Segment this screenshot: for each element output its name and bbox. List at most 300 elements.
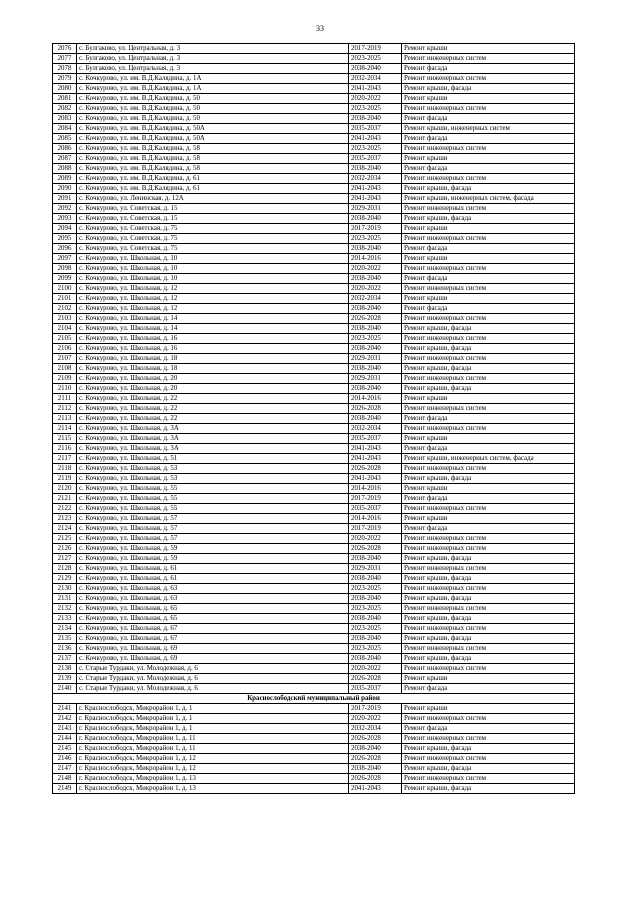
period-cell: 2023-2025 bbox=[349, 584, 402, 594]
row-number: 2144 bbox=[53, 734, 77, 744]
row-number: 2148 bbox=[53, 774, 77, 784]
period-cell: 2023-2025 bbox=[349, 644, 402, 654]
table-row bbox=[53, 114, 575, 124]
period-cell: 2035-2037 bbox=[349, 684, 402, 694]
address-cell: с. Кочкурово, ул. им. В.Д.Калядина, д. 1А bbox=[77, 74, 349, 84]
row-number: 2137 bbox=[53, 654, 77, 664]
address-cell: г. Краснослободск, Микрорайон 1, д. 12 bbox=[77, 764, 349, 774]
table-row bbox=[53, 254, 575, 264]
work-type-cell: Ремонт инженерных систем bbox=[402, 644, 575, 654]
address-cell: с. Кочкурово, ул. Школьная, д. 63 bbox=[77, 594, 349, 604]
work-type-cell: Ремонт крыши bbox=[402, 294, 575, 304]
work-type-cell: Ремонт инженерных систем bbox=[402, 734, 575, 744]
row-number: 2138 bbox=[53, 664, 77, 674]
period-cell: 2041-2043 bbox=[349, 784, 402, 794]
address-cell: с. Кочкурово, ул. Школьная, д. 65 bbox=[77, 614, 349, 624]
period-cell: 2041-2043 bbox=[349, 194, 402, 204]
address-cell: с. Кочкурово, ул. Школьная, д. 59 bbox=[77, 544, 349, 554]
address-cell: с. Кочкурово, ул. Школьная, д. 10 bbox=[77, 264, 349, 274]
address-cell: с. Кочкурово, ул. им. В.Д.Калядина, д. 61 bbox=[77, 184, 349, 194]
table-row bbox=[53, 544, 575, 554]
table-row bbox=[53, 414, 575, 424]
period-cell: 2038-2040 bbox=[349, 574, 402, 584]
row-number: 2097 bbox=[53, 254, 77, 264]
work-type-cell: Ремонт инженерных систем bbox=[402, 714, 575, 724]
row-number: 2142 bbox=[53, 714, 77, 724]
table-row bbox=[53, 44, 575, 54]
period-cell: 2038-2040 bbox=[349, 744, 402, 754]
work-type-cell: Ремонт крыши, фасада bbox=[402, 574, 575, 584]
table-row bbox=[53, 364, 575, 374]
work-type-cell: Ремонт крыши bbox=[402, 484, 575, 494]
work-type-cell: Ремонт фасада bbox=[402, 244, 575, 254]
work-type-cell: Ремонт инженерных систем bbox=[402, 404, 575, 414]
work-type-cell: Ремонт инженерных систем bbox=[402, 584, 575, 594]
period-cell: 2038-2040 bbox=[349, 304, 402, 314]
period-cell: 2038-2040 bbox=[349, 654, 402, 664]
row-number: 2123 bbox=[53, 514, 77, 524]
table-row bbox=[53, 564, 575, 574]
row-number: 2087 bbox=[53, 154, 77, 164]
period-cell: 2038-2040 bbox=[349, 594, 402, 604]
address-cell: с. Кочкурово, ул. Школьная, д. 10 bbox=[77, 274, 349, 284]
table-row bbox=[53, 454, 575, 464]
table-row bbox=[53, 474, 575, 484]
address-cell: с. Кочкурово, ул. Школьная, д. 55 bbox=[77, 504, 349, 514]
address-cell: с. Кочкурово, ул. Школьная, д. 55 bbox=[77, 494, 349, 504]
table-row bbox=[53, 324, 575, 334]
row-number: 2103 bbox=[53, 314, 77, 324]
address-cell: с. Булгаково, ул. Центральная, д. 3 bbox=[77, 44, 349, 54]
work-type-cell: Ремонт инженерных систем bbox=[402, 464, 575, 474]
period-cell: 2029-2031 bbox=[349, 204, 402, 214]
table-row bbox=[53, 144, 575, 154]
address-cell: с. Кочкурово, ул. им. В.Д.Калядина, д. 58 bbox=[77, 144, 349, 154]
table-row bbox=[53, 174, 575, 184]
address-cell: г. Краснослободск, Микрорайон 1, д. 1 bbox=[77, 714, 349, 724]
work-type-cell: Ремонт инженерных систем bbox=[402, 664, 575, 674]
period-cell: 2038-2040 bbox=[349, 614, 402, 624]
period-cell: 2038-2040 bbox=[349, 554, 402, 564]
period-cell: 2032-2034 bbox=[349, 294, 402, 304]
period-cell: 2017-2019 bbox=[349, 44, 402, 54]
period-cell: 2026-2028 bbox=[349, 314, 402, 324]
table-row bbox=[53, 734, 575, 744]
work-type-cell: Ремонт фасада bbox=[402, 114, 575, 124]
period-cell: 2041-2043 bbox=[349, 474, 402, 484]
period-cell: 2038-2040 bbox=[349, 384, 402, 394]
period-cell: 2041-2043 bbox=[349, 444, 402, 454]
table-row bbox=[53, 684, 575, 694]
work-type-cell: Ремонт крыши, фасада bbox=[402, 364, 575, 374]
table-row bbox=[53, 674, 575, 684]
address-cell: с. Кочкурово, ул. им. В.Д.Калядина, д. 1А bbox=[77, 84, 349, 94]
page-number: 33 bbox=[316, 24, 324, 33]
address-cell: с. Кочкурово, ул. им. В.Д.Калядина, д. 58 bbox=[77, 154, 349, 164]
row-number: 2093 bbox=[53, 214, 77, 224]
address-cell: с. Кочкурово, ул. Школьная, д. 61 bbox=[77, 574, 349, 584]
period-cell: 2038-2040 bbox=[349, 414, 402, 424]
period-cell: 2026-2028 bbox=[349, 754, 402, 764]
period-cell: 2038-2040 bbox=[349, 64, 402, 74]
period-cell: 2020-2022 bbox=[349, 264, 402, 274]
address-cell: с. Кочкурово, ул. Школьная, д. 67 bbox=[77, 634, 349, 644]
work-type-cell: Ремонт крыши, фасада bbox=[402, 654, 575, 664]
work-type-cell: Ремонт инженерных систем bbox=[402, 564, 575, 574]
period-cell: 2026-2028 bbox=[349, 674, 402, 684]
table-row bbox=[53, 574, 575, 584]
table-row bbox=[53, 334, 575, 344]
row-number: 2102 bbox=[53, 304, 77, 314]
work-type-cell: Ремонт фасада bbox=[402, 64, 575, 74]
row-number: 2147 bbox=[53, 764, 77, 774]
table-row bbox=[53, 214, 575, 224]
row-number: 2107 bbox=[53, 354, 77, 364]
row-number: 2112 bbox=[53, 404, 77, 414]
period-cell: 2026-2028 bbox=[349, 464, 402, 474]
table-row bbox=[53, 424, 575, 434]
row-number: 2139 bbox=[53, 674, 77, 684]
table-row bbox=[53, 754, 575, 764]
work-type-cell: Ремонт крыши, фасада bbox=[402, 554, 575, 564]
row-number: 2081 bbox=[53, 94, 77, 104]
row-number: 2145 bbox=[53, 744, 77, 754]
address-cell: с. Кочкурово, ул. Школьная, д. 61 bbox=[77, 564, 349, 574]
work-type-cell: Ремонт инженерных систем bbox=[402, 544, 575, 554]
work-type-cell: Ремонт инженерных систем bbox=[402, 374, 575, 384]
period-cell: 2038-2040 bbox=[349, 114, 402, 124]
address-cell: с. Кочкурово, ул. Советская, д. 15 bbox=[77, 204, 349, 214]
address-cell: г. Краснослободск, Микрорайон 1, д. 12 bbox=[77, 754, 349, 764]
work-type-cell: Ремонт инженерных систем bbox=[402, 604, 575, 614]
table-row bbox=[53, 384, 575, 394]
table-row bbox=[53, 374, 575, 384]
address-cell: с. Кочкурово, ул. Школьная, д. 22 bbox=[77, 404, 349, 414]
row-number: 2091 bbox=[53, 194, 77, 204]
table-row bbox=[53, 494, 575, 504]
table-row bbox=[53, 784, 575, 794]
period-cell: 2014-2016 bbox=[349, 484, 402, 494]
row-number: 2126 bbox=[53, 544, 77, 554]
work-type-cell: Ремонт крыши, фасада bbox=[402, 474, 575, 484]
work-type-cell: Ремонт инженерных систем bbox=[402, 204, 575, 214]
work-type-cell: Ремонт фасада bbox=[402, 274, 575, 284]
address-cell: с. Кочкурово, ул. им. В.Д.Калядина, д. 50А bbox=[77, 134, 349, 144]
period-cell: 2023-2025 bbox=[349, 624, 402, 634]
address-cell: с. Кочкурово, ул. Школьная, д. 53 bbox=[77, 464, 349, 474]
address-cell: г. Краснослободск, Микрорайон 1, д. 1 bbox=[77, 704, 349, 714]
period-cell: 2038-2040 bbox=[349, 164, 402, 174]
row-number: 2118 bbox=[53, 464, 77, 474]
period-cell: 2029-2031 bbox=[349, 374, 402, 384]
address-cell: с. Кочкурово, ул. Школьная, д. 63 bbox=[77, 584, 349, 594]
period-cell: 2017-2019 bbox=[349, 704, 402, 714]
period-cell: 2032-2034 bbox=[349, 424, 402, 434]
work-type-cell: Ремонт фасада bbox=[402, 134, 575, 144]
address-cell: с. Кочкурово, ул. Школьная, д. 53 bbox=[77, 474, 349, 484]
period-cell: 2038-2040 bbox=[349, 364, 402, 374]
row-number: 2115 bbox=[53, 434, 77, 444]
table-row bbox=[53, 294, 575, 304]
address-cell: с. Кочкурово, ул. Школьная, д. 67 bbox=[77, 624, 349, 634]
work-type-cell: Ремонт крыши, фасада bbox=[402, 594, 575, 604]
row-number: 2096 bbox=[53, 244, 77, 254]
period-cell: 2014-2016 bbox=[349, 514, 402, 524]
row-number: 2088 bbox=[53, 164, 77, 174]
address-cell: с. Кочкурово, ул. Советская, д. 15 bbox=[77, 214, 349, 224]
work-type-cell: Ремонт инженерных систем bbox=[402, 354, 575, 364]
work-type-cell: Ремонт инженерных систем bbox=[402, 54, 575, 64]
period-cell: 2023-2025 bbox=[349, 604, 402, 614]
address-cell: с. Кочкурово, ул. Школьная, д. 3А bbox=[77, 434, 349, 444]
work-type-cell: Ремонт инженерных систем bbox=[402, 424, 575, 434]
address-cell: с. Кочкурово, ул. Школьная, д. 18 bbox=[77, 354, 349, 364]
work-type-cell: Ремонт фасада bbox=[402, 164, 575, 174]
work-type-cell: Ремонт инженерных систем bbox=[402, 754, 575, 764]
table-row bbox=[53, 104, 575, 114]
period-cell: 2026-2028 bbox=[349, 774, 402, 784]
table-row bbox=[53, 704, 575, 714]
row-number: 2090 bbox=[53, 184, 77, 194]
work-type-cell: Ремонт инженерных систем bbox=[402, 534, 575, 544]
period-cell: 2038-2040 bbox=[349, 244, 402, 254]
period-cell: 2020-2022 bbox=[349, 94, 402, 104]
period-cell: 2038-2040 bbox=[349, 764, 402, 774]
table-row bbox=[53, 554, 575, 564]
period-cell: 2041-2043 bbox=[349, 454, 402, 464]
work-type-cell: Ремонт инженерных систем bbox=[402, 234, 575, 244]
address-cell: с. Кочкурово, ул. Школьная, д. 69 bbox=[77, 644, 349, 654]
row-number: 2130 bbox=[53, 584, 77, 594]
table-row bbox=[53, 614, 575, 624]
address-cell: с. Кочкурово, ул. Школьная, д. 16 bbox=[77, 344, 349, 354]
work-type-cell: Ремонт инженерных систем bbox=[402, 504, 575, 514]
table-row bbox=[53, 484, 575, 494]
row-number: 2122 bbox=[53, 504, 77, 514]
table-row bbox=[53, 624, 575, 634]
period-cell: 2023-2025 bbox=[349, 54, 402, 64]
row-number: 2140 bbox=[53, 684, 77, 694]
table-row bbox=[53, 204, 575, 214]
table-row bbox=[53, 764, 575, 774]
address-cell: с. Старые Турдаки, ул. Молодежная, д. 6 bbox=[77, 674, 349, 684]
work-type-cell: Ремонт крыши, фасада bbox=[402, 614, 575, 624]
table-row bbox=[53, 774, 575, 784]
address-cell: с. Кочкурово, ул. Школьная, д. 51 bbox=[77, 454, 349, 464]
row-number: 2117 bbox=[53, 454, 77, 464]
row-number: 2116 bbox=[53, 444, 77, 454]
row-number: 2086 bbox=[53, 144, 77, 154]
period-cell: 2029-2031 bbox=[349, 354, 402, 364]
work-type-cell: Ремонт крыши bbox=[402, 434, 575, 444]
table-row bbox=[53, 404, 575, 414]
period-cell: 2041-2043 bbox=[349, 84, 402, 94]
work-type-cell: Ремонт инженерных систем bbox=[402, 624, 575, 634]
period-cell: 2038-2040 bbox=[349, 324, 402, 334]
period-cell: 2029-2031 bbox=[349, 564, 402, 574]
address-cell: с. Кочкурово, ул. Школьная, д. 55 bbox=[77, 484, 349, 494]
row-number: 2084 bbox=[53, 124, 77, 134]
work-type-cell: Ремонт крыши, фасада bbox=[402, 634, 575, 644]
work-type-cell: Ремонт инженерных систем bbox=[402, 774, 575, 784]
work-type-cell: Ремонт фасада bbox=[402, 444, 575, 454]
row-number: 2089 bbox=[53, 174, 77, 184]
row-number: 2136 bbox=[53, 644, 77, 654]
work-type-cell: Ремонт крыши, фасада bbox=[402, 214, 575, 224]
row-number: 2125 bbox=[53, 534, 77, 544]
period-cell: 2020-2022 bbox=[349, 714, 402, 724]
table-row bbox=[53, 184, 575, 194]
period-cell: 2020-2022 bbox=[349, 534, 402, 544]
address-cell: с. Кочкурово, ул. Школьная, д. 10 bbox=[77, 254, 349, 264]
address-cell: с. Кочкурово, ул. Школьная, д. 20 bbox=[77, 384, 349, 394]
row-number: 2121 bbox=[53, 494, 77, 504]
table-row bbox=[53, 224, 575, 234]
period-cell: 2023-2025 bbox=[349, 234, 402, 244]
period-cell: 2023-2025 bbox=[349, 334, 402, 344]
table-row bbox=[53, 124, 575, 134]
address-cell: с. Кочкурово, ул. Школьная, д. 16 bbox=[77, 334, 349, 344]
table-row bbox=[53, 724, 575, 734]
work-type-cell: Ремонт фасада bbox=[402, 414, 575, 424]
address-cell: с. Кочкурово, ул. Школьная, д. 57 bbox=[77, 534, 349, 544]
period-cell: 2035-2037 bbox=[349, 434, 402, 444]
row-number: 2094 bbox=[53, 224, 77, 234]
period-cell: 2035-2037 bbox=[349, 124, 402, 134]
row-number: 2095 bbox=[53, 234, 77, 244]
row-number: 2124 bbox=[53, 524, 77, 534]
row-number: 2113 bbox=[53, 414, 77, 424]
table-row bbox=[53, 524, 575, 534]
table-row bbox=[53, 584, 575, 594]
table-row bbox=[53, 134, 575, 144]
address-cell: с. Кочкурово, ул. Советская, д. 75 bbox=[77, 224, 349, 234]
address-cell: с. Кочкурово, ул. Школьная, д. 14 bbox=[77, 324, 349, 334]
address-cell: г. Краснослободск, Микрорайон 1, д. 13 bbox=[77, 784, 349, 794]
work-type-cell: Ремонт крыши, фасада bbox=[402, 764, 575, 774]
address-cell: с. Кочкурово, ул. Советская, д. 75 bbox=[77, 244, 349, 254]
table-row bbox=[53, 714, 575, 724]
period-cell: 2032-2034 bbox=[349, 74, 402, 84]
section-title: Краснослободский муниципальный район bbox=[53, 694, 575, 704]
table-row bbox=[53, 464, 575, 474]
period-cell: 2026-2028 bbox=[349, 734, 402, 744]
row-number: 2146 bbox=[53, 754, 77, 764]
table-body bbox=[53, 44, 575, 794]
table-row bbox=[53, 94, 575, 104]
work-type-cell: Ремонт крыши bbox=[402, 224, 575, 234]
row-number: 2134 bbox=[53, 624, 77, 634]
row-number: 2098 bbox=[53, 264, 77, 274]
address-cell: с. Кочкурово, ул. Школьная, д. 3А bbox=[77, 444, 349, 454]
work-type-cell: Ремонт крыши, фасада bbox=[402, 744, 575, 754]
work-type-cell: Ремонт крыши bbox=[402, 704, 575, 714]
row-number: 2105 bbox=[53, 334, 77, 344]
work-type-cell: Ремонт инженерных систем bbox=[402, 284, 575, 294]
work-type-cell: Ремонт крыши, фасада bbox=[402, 344, 575, 354]
table-row bbox=[53, 194, 575, 204]
row-number: 2127 bbox=[53, 554, 77, 564]
address-cell: с. Кочкурово, ул. им. В.Д.Калядина, д. 58 bbox=[77, 164, 349, 174]
address-cell: с. Кочкурово, ул. Школьная, д. 12 bbox=[77, 284, 349, 294]
row-number: 2100 bbox=[53, 284, 77, 294]
work-type-cell: Ремонт инженерных систем bbox=[402, 174, 575, 184]
table-row bbox=[53, 154, 575, 164]
address-cell: с. Кочкурово, ул. Школьная, д. 69 bbox=[77, 654, 349, 664]
period-cell: 2038-2040 bbox=[349, 274, 402, 284]
row-number: 2143 bbox=[53, 724, 77, 734]
table-row bbox=[53, 394, 575, 404]
work-type-cell: Ремонт фасада bbox=[402, 524, 575, 534]
work-type-cell: Ремонт крыши, инженерных систем, фасада bbox=[402, 454, 575, 464]
row-number: 2108 bbox=[53, 364, 77, 374]
table-row bbox=[53, 744, 575, 754]
table-row bbox=[53, 354, 575, 364]
period-cell: 2026-2028 bbox=[349, 544, 402, 554]
address-cell: с. Старые Турдаки, ул. Молодежная, д. 6 bbox=[77, 684, 349, 694]
table-row bbox=[53, 54, 575, 64]
address-cell: с. Кочкурово, ул. Школьная, д. 18 bbox=[77, 364, 349, 374]
work-type-cell: Ремонт крыши, фасада bbox=[402, 784, 575, 794]
address-cell: с. Кочкурово, ул. Школьная, д. 22 bbox=[77, 414, 349, 424]
work-type-cell: Ремонт крыши bbox=[402, 94, 575, 104]
period-cell: 2032-2034 bbox=[349, 174, 402, 184]
period-cell: 2017-2019 bbox=[349, 524, 402, 534]
period-cell: 2023-2025 bbox=[349, 104, 402, 114]
work-type-cell: Ремонт крыши, инженерных систем bbox=[402, 124, 575, 134]
table-row bbox=[53, 304, 575, 314]
table-row bbox=[53, 654, 575, 664]
row-number: 2092 bbox=[53, 204, 77, 214]
work-type-cell: Ремонт крыши bbox=[402, 514, 575, 524]
row-number: 2101 bbox=[53, 294, 77, 304]
work-type-cell: Ремонт крыши, фасада bbox=[402, 384, 575, 394]
row-number: 2080 bbox=[53, 84, 77, 94]
table-row bbox=[53, 634, 575, 644]
row-number: 2129 bbox=[53, 574, 77, 584]
section-header-row bbox=[53, 694, 575, 704]
period-cell: 2020-2022 bbox=[349, 664, 402, 674]
address-cell: с. Кочкурово, ул. им. В.Д.Калядина, д. 50 bbox=[77, 94, 349, 104]
row-number: 2131 bbox=[53, 594, 77, 604]
address-cell: с. Кочкурово, ул. Школьная, д. 20 bbox=[77, 374, 349, 384]
row-number: 2078 bbox=[53, 64, 77, 74]
address-cell: с. Кочкурово, ул. им. В.Д.Калядина, д. 50А bbox=[77, 124, 349, 134]
work-type-cell: Ремонт инженерных систем bbox=[402, 334, 575, 344]
row-number: 2076 bbox=[53, 44, 77, 54]
work-type-cell: Ремонт крыши bbox=[402, 254, 575, 264]
row-number: 2149 bbox=[53, 784, 77, 794]
work-type-cell: Ремонт крыши bbox=[402, 394, 575, 404]
address-cell: с. Кочкурово, ул. Школьная, д. 57 bbox=[77, 524, 349, 534]
row-number: 2079 bbox=[53, 74, 77, 84]
period-cell: 2017-2019 bbox=[349, 494, 402, 504]
row-number: 2104 bbox=[53, 324, 77, 334]
table-row bbox=[53, 274, 575, 284]
row-number: 2082 bbox=[53, 104, 77, 114]
period-cell: 2035-2037 bbox=[349, 504, 402, 514]
table-row bbox=[53, 664, 575, 674]
row-number: 2111 bbox=[53, 394, 77, 404]
work-type-cell: Ремонт крыши, фасада bbox=[402, 84, 575, 94]
row-number: 2114 bbox=[53, 424, 77, 434]
table-row bbox=[53, 344, 575, 354]
row-number: 2128 bbox=[53, 564, 77, 574]
table-row bbox=[53, 74, 575, 84]
period-cell: 2038-2040 bbox=[349, 634, 402, 644]
address-cell: с. Старые Турдаки, ул. Молодежная, д. 6 bbox=[77, 664, 349, 674]
address-cell: с. Кочкурово, ул. Школьная, д. 22 bbox=[77, 394, 349, 404]
